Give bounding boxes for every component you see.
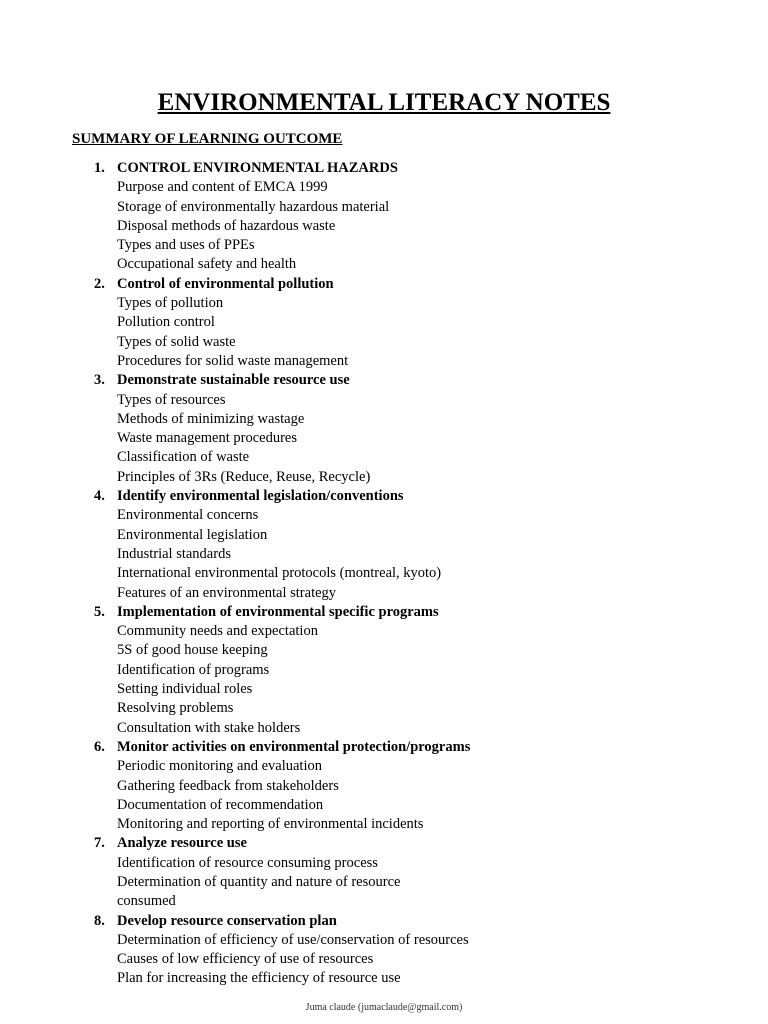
outcome-topic-item	[0, 699, 768, 718]
outcome-topic-item	[0, 352, 768, 371]
learning-outcome	[0, 912, 768, 989]
learning-outcome-heading	[0, 159, 768, 178]
outcome-topic-text: Setting individual roles	[117, 681, 253, 698]
outcome-topic-text: Identification of programs	[117, 661, 270, 678]
outcome-topic-item	[0, 468, 768, 487]
outcome-topic-text: Determination of efficiency of use/conservation of resources	[117, 931, 469, 948]
outcome-topic-text: Features of an environmental strategy	[117, 584, 337, 601]
outcome-topic-text: Storage of environmentally hazardous material	[117, 198, 390, 215]
outcome-topic-item	[0, 255, 768, 274]
outcome-topic-item	[0, 564, 768, 583]
learning-outcome	[0, 159, 768, 275]
outcome-topic-item	[0, 641, 768, 660]
outcome-topic-text: Consultation with stake holders	[117, 719, 301, 736]
outcome-topic-text: Procedures for solid waste management	[117, 352, 349, 369]
outcome-topic-item	[0, 796, 768, 815]
outcome-topic-item	[0, 719, 768, 738]
outcome-heading-text: Identify environmental legislation/conventions	[117, 488, 404, 505]
outcome-topic-item	[0, 313, 768, 332]
learning-outcome	[0, 738, 768, 834]
outcome-topic-text: Causes of low efficiency of use of resources	[117, 951, 374, 968]
outcome-topic-text: consumed	[117, 893, 176, 910]
learning-outcome-heading	[0, 738, 768, 757]
outcome-topic-text: Gathering feedback from stakeholders	[117, 777, 339, 794]
outcome-heading-text: Control of environmental pollution	[117, 275, 334, 292]
learning-outcome	[0, 371, 768, 487]
outcome-topic-item	[0, 236, 768, 255]
outcome-topic-text: Resolving problems	[117, 700, 234, 717]
outcome-topic-item	[0, 333, 768, 352]
learning-outcome	[0, 603, 768, 738]
outcome-topic-text: Documentation of recommendation	[117, 796, 324, 813]
outcome-heading-text: Demonstrate sustainable resource use	[117, 372, 350, 389]
page-footer: Juma claude (jumaclaude@gmail.com)	[305, 1002, 463, 1013]
outcome-topic-item	[0, 526, 768, 545]
outcome-topic-item	[0, 854, 768, 873]
outcome-topic-item	[0, 217, 768, 236]
outcome-topic-text: Periodic monitoring and evaluation	[117, 758, 322, 775]
outcome-number: 4.	[94, 488, 105, 505]
outcome-topic-item	[0, 294, 768, 313]
learning-outcome-heading	[0, 371, 768, 390]
outcome-topic-item	[0, 584, 768, 603]
learning-outcome	[0, 487, 768, 603]
outcome-topic-text: Principles of 3Rs (Reduce, Reuse, Recycle)	[117, 468, 371, 485]
learning-outcome	[0, 275, 768, 371]
outcome-number: 8.	[94, 912, 105, 929]
outcome-topic-text: Waste management procedures	[117, 430, 298, 447]
outcome-topic-text: Community needs and expectation	[117, 623, 318, 640]
learning-outcome-heading	[0, 834, 768, 853]
outcome-topic-text: International environmental protocols (montreal, kyoto)	[117, 565, 442, 582]
learning-outcome-heading	[0, 603, 768, 622]
learning-outcome-list	[0, 159, 768, 989]
outcome-topic-text: Identification of resource consuming process	[117, 854, 378, 871]
outcome-topic-text: Methods of minimizing wastage	[117, 410, 305, 427]
outcome-topic-item	[0, 969, 768, 988]
outcome-topic-item	[0, 873, 768, 892]
outcome-number: 5.	[94, 603, 105, 620]
learning-outcome-heading	[0, 275, 768, 294]
outcome-topic-item	[0, 931, 768, 950]
outcome-topic-text: Determination of quantity and nature of resource	[117, 873, 401, 890]
outcome-number: 2.	[94, 275, 105, 292]
outcome-topic-text: 5S of good house keeping	[117, 642, 268, 659]
outcome-heading-text: Monitor activities on environmental protection/programs	[117, 738, 471, 755]
learning-outcome-heading	[0, 487, 768, 506]
outcome-number: 1.	[94, 160, 105, 176]
outcome-topic-item	[0, 198, 768, 217]
outcome-number: 6.	[94, 738, 105, 755]
outcome-topic-item	[0, 757, 768, 776]
outcome-topic-text: Occupational safety and health	[117, 256, 297, 273]
outcome-topic-item	[0, 178, 768, 197]
outcome-topic-item	[0, 661, 768, 680]
outcome-topic-text: Classification of waste	[117, 449, 250, 466]
outcome-topic-text: Environmental legislation	[117, 526, 268, 543]
outcome-topic-item	[0, 892, 768, 911]
outcome-heading-text: Implementation of environmental specific programs	[117, 603, 439, 620]
outcome-topic-item	[0, 950, 768, 969]
outcome-topic-item	[0, 815, 768, 834]
learning-outcome-heading	[0, 912, 768, 931]
outcome-number: 7.	[94, 835, 105, 852]
document-title: ENVIRONMENTAL LITERACY NOTES	[157, 89, 611, 116]
outcome-topic-text: Types of solid waste	[117, 333, 236, 350]
outcome-topic-text: Monitoring and reporting of environmental incidents	[117, 816, 424, 833]
outcome-number: 3.	[94, 372, 105, 389]
outcome-topic-item	[0, 448, 768, 467]
outcome-heading-text: CONTROL ENVIRONMENTAL HAZARDS	[117, 160, 398, 176]
outcome-topic-text: Environmental concerns	[117, 507, 259, 524]
learning-outcome	[0, 834, 768, 911]
outcome-heading-text: Develop resource conservation plan	[117, 912, 337, 929]
outcome-topic-item	[0, 506, 768, 525]
outcome-topic-item	[0, 545, 768, 564]
outcome-topic-text: Types and uses of PPEs	[117, 237, 255, 254]
outcome-topic-text: Pollution control	[117, 314, 215, 331]
section-subtitle: SUMMARY OF LEARNING OUTCOME	[72, 131, 343, 147]
outcome-topic-text: Disposal methods of hazardous waste	[117, 217, 336, 234]
outcome-topic-item	[0, 429, 768, 448]
outcome-topic-item	[0, 777, 768, 796]
outcome-topic-item	[0, 680, 768, 699]
outcome-topic-item	[0, 622, 768, 641]
outcome-topic-text: Types of pollution	[117, 295, 224, 312]
outcome-topic-item	[0, 410, 768, 429]
outcome-heading-text: Analyze resource use	[117, 835, 247, 852]
outcome-topic-text: Types of resources	[117, 391, 226, 408]
outcome-topic-text: Industrial standards	[117, 545, 231, 562]
outcome-topic-text: Purpose and content of EMCA 1999	[117, 179, 328, 196]
outcome-topic-item	[0, 391, 768, 410]
outcome-topic-text: Plan for increasing the efficiency of resource use	[117, 970, 401, 987]
